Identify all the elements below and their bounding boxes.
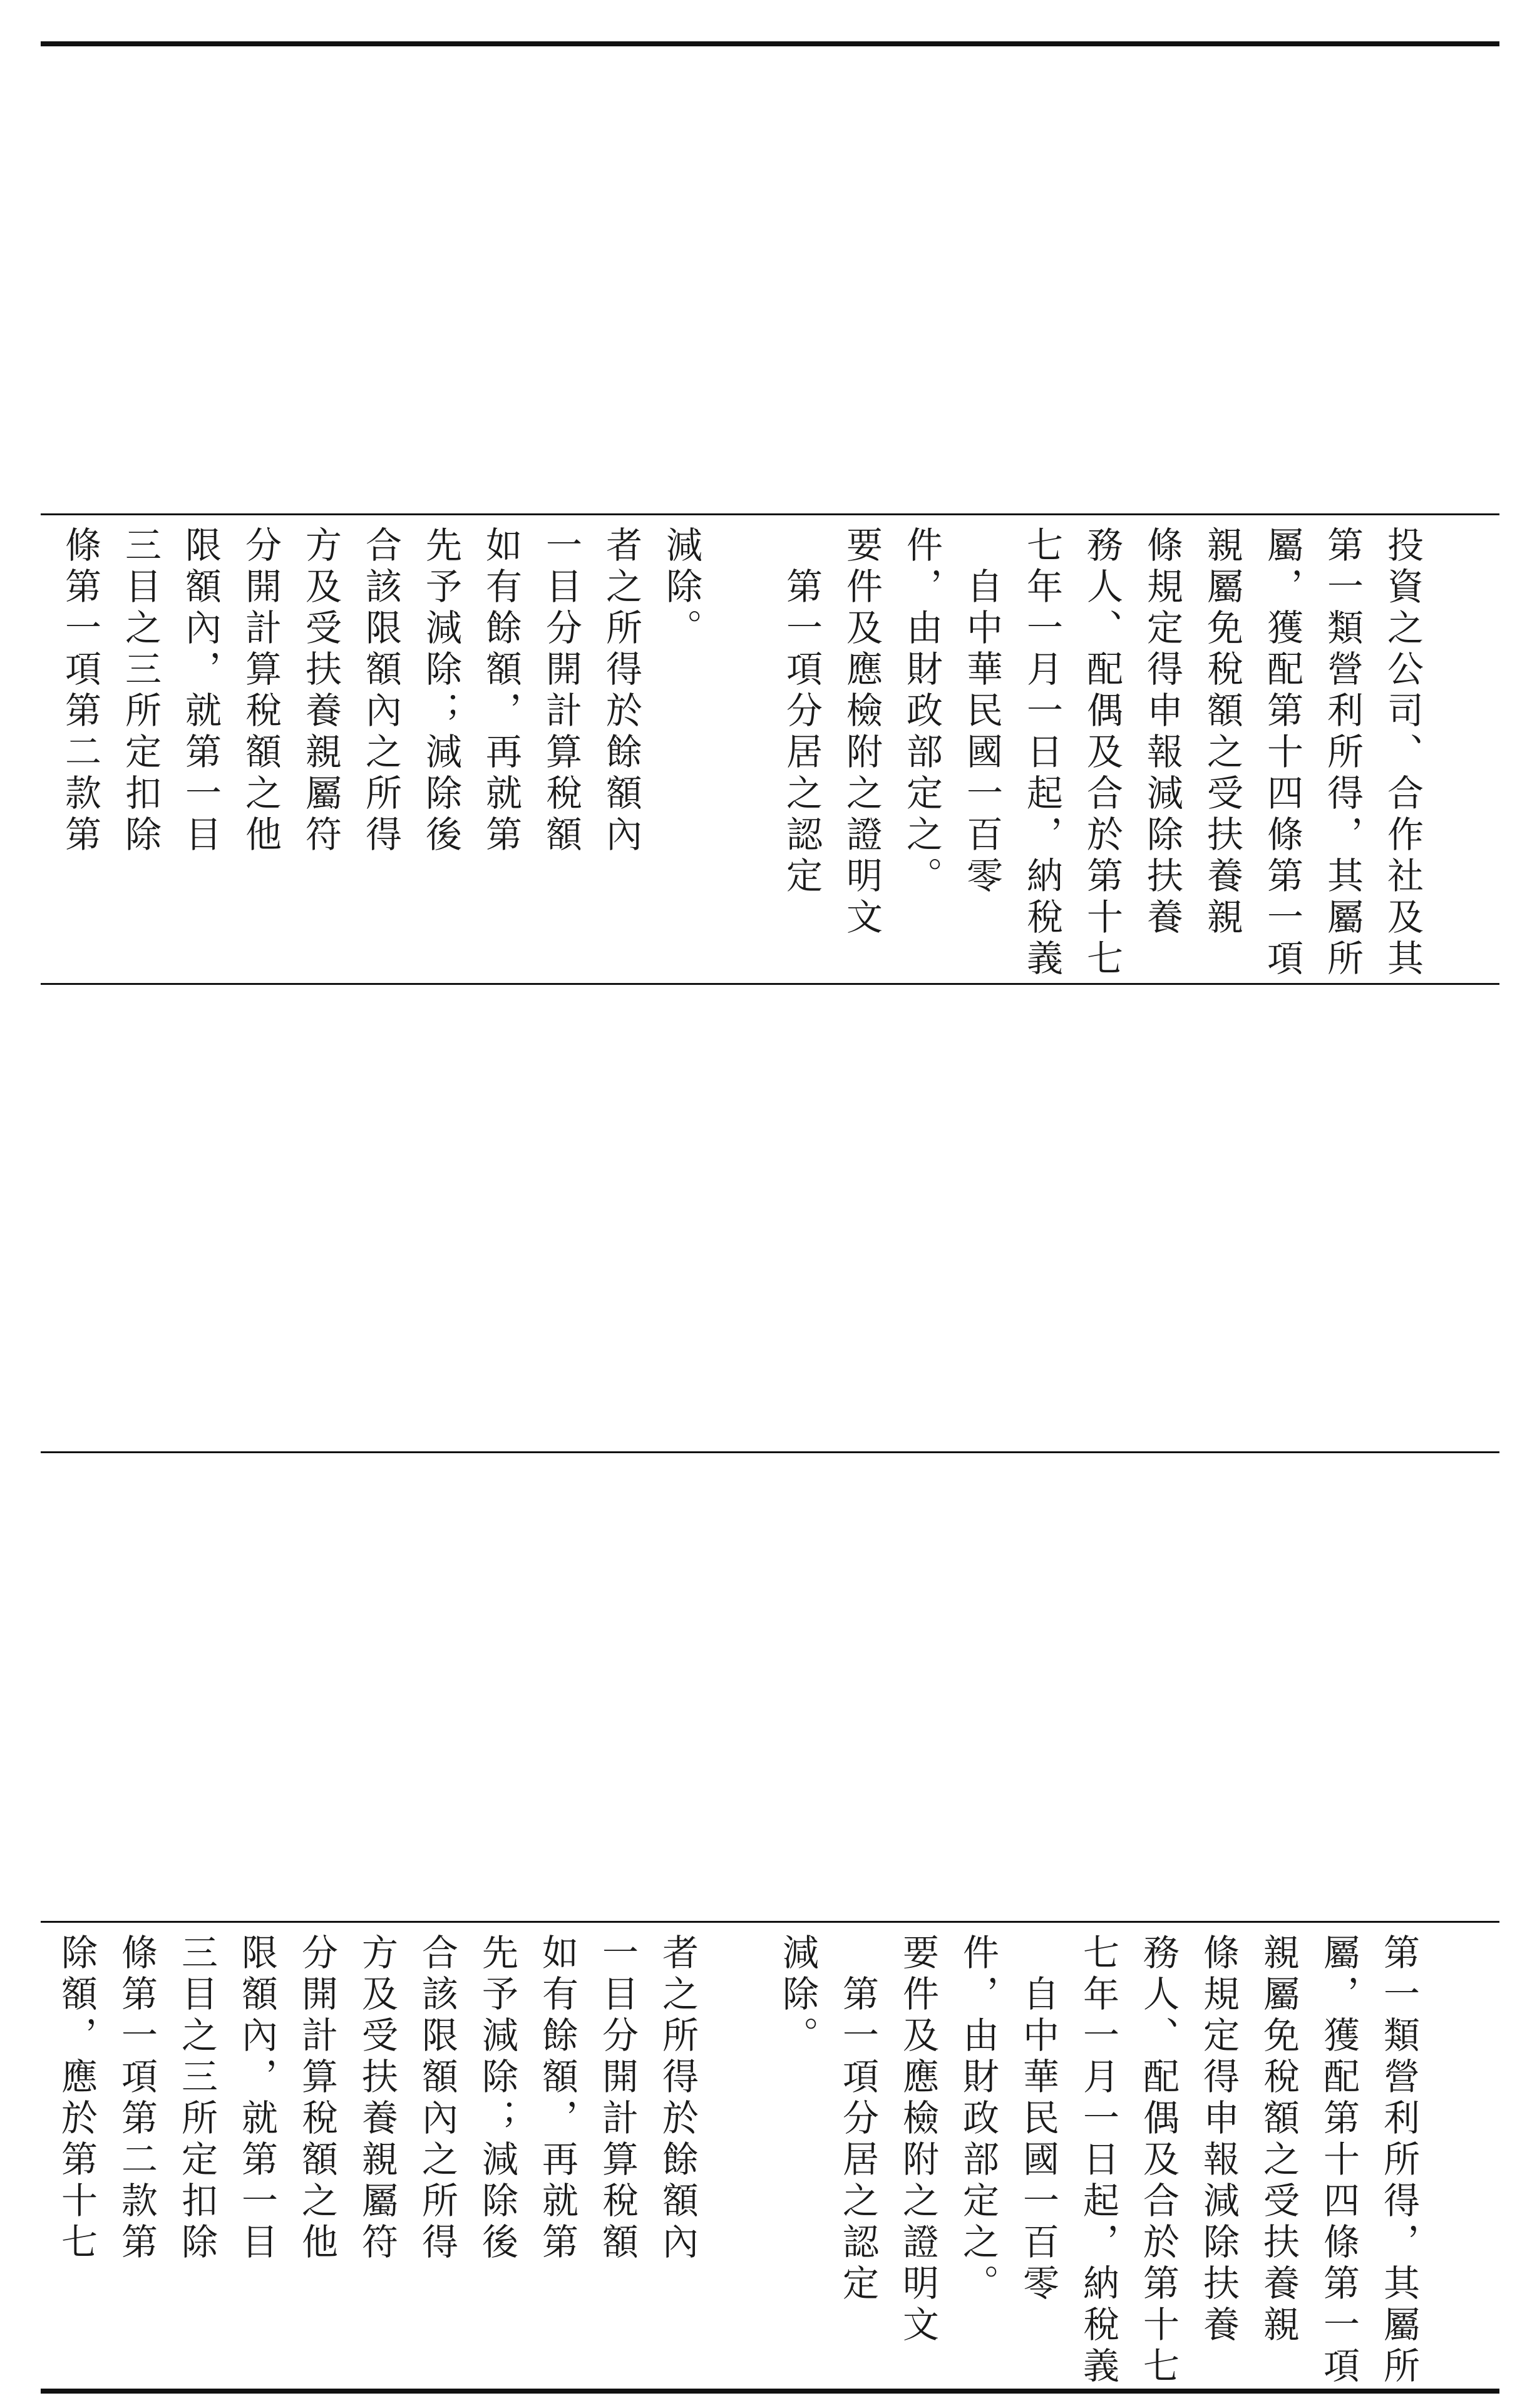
text-column: 條規定得申報減除扶養 [1141,526,1183,939]
text-column: 合該限額內之所得 [359,526,402,857]
text-column: 第一項分居之認定 [780,526,823,898]
section-divider-2 [41,983,1499,985]
text-column: 如有餘額，再就第 [536,1933,578,2264]
text-column: 除額，應於第十七 [55,1933,98,2264]
top-border-rule [41,41,1499,46]
text-column: 投資之公司、合作社及其 [1381,526,1424,980]
section-divider-3 [41,1451,1499,1453]
text-column: 三目之三所定扣除 [175,1933,218,2264]
text-column: 屬，獲配第十四條第一項 [1317,1933,1360,2388]
text-column: 如有餘額，再就第 [480,526,522,857]
text-column: 務人、配偶及合於第十七 [1137,1933,1180,2388]
text-column: 要件及應檢附之證明文 [840,526,883,939]
text-column: 自中華民國一百零 [960,526,1003,898]
text-column: 親屬免稅額之受扶養親 [1201,526,1243,939]
text-column: 一目分開計算稅額 [540,526,582,857]
section-divider-1 [41,513,1499,515]
text-column: 件，由財政部定之。 [900,526,943,898]
text-column: 第一類營利所得，其屬所 [1377,1933,1420,2388]
text-column: 親屬免稅額之受扶養親 [1257,1933,1300,2347]
text-column: 先予減除；減除後 [476,1933,518,2264]
text-column: 先予減除；減除後 [419,526,462,857]
text-column: 限額內，就第一目 [179,526,222,857]
text-column: 減除。 [776,1933,819,2057]
text-column: 者之所得於餘額內 [656,1933,699,2264]
text-column: 件，由財政部定之。 [957,1933,999,2305]
bottom-border-rule [41,2389,1499,2394]
text-column: 者之所得於餘額內 [600,526,642,857]
text-column: 限額內，就第一目 [235,1933,278,2264]
text-column: 務人、配偶及合於第十七 [1081,526,1123,980]
text-column: 七年一月一日起，納稅義 [1020,526,1063,980]
text-column: 分開計算稅額之他 [239,526,282,857]
text-column: 七年一月一日起，納稅義 [1077,1933,1119,2388]
text-column: 分開計算稅額之他 [296,1933,338,2264]
text-column: 方及受扶養親屬符 [356,1933,398,2264]
text-column: 屬，獲配第十四條第一項 [1261,526,1303,980]
text-column: 減除。 [660,526,702,650]
text-column: 方及受扶養親屬符 [299,526,342,857]
text-column: 一目分開計算稅額 [596,1933,639,2264]
text-column: 第一類營利所得，其屬所 [1321,526,1364,980]
text-column: 第一項分居之認定 [836,1933,879,2305]
text-column: 條第一項第二款第 [115,1933,158,2264]
section-divider-4 [41,1921,1499,1923]
text-column: 自中華民國一百零 [1017,1933,1059,2305]
text-column: 三目之三所定扣除 [119,526,162,857]
text-column: 要件及應檢附之證明文 [897,1933,939,2347]
text-column: 條規定得申報減除扶養 [1197,1933,1240,2347]
text-column: 條第一項第二款第 [59,526,101,857]
text-column: 合該限額內之所得 [416,1933,458,2264]
